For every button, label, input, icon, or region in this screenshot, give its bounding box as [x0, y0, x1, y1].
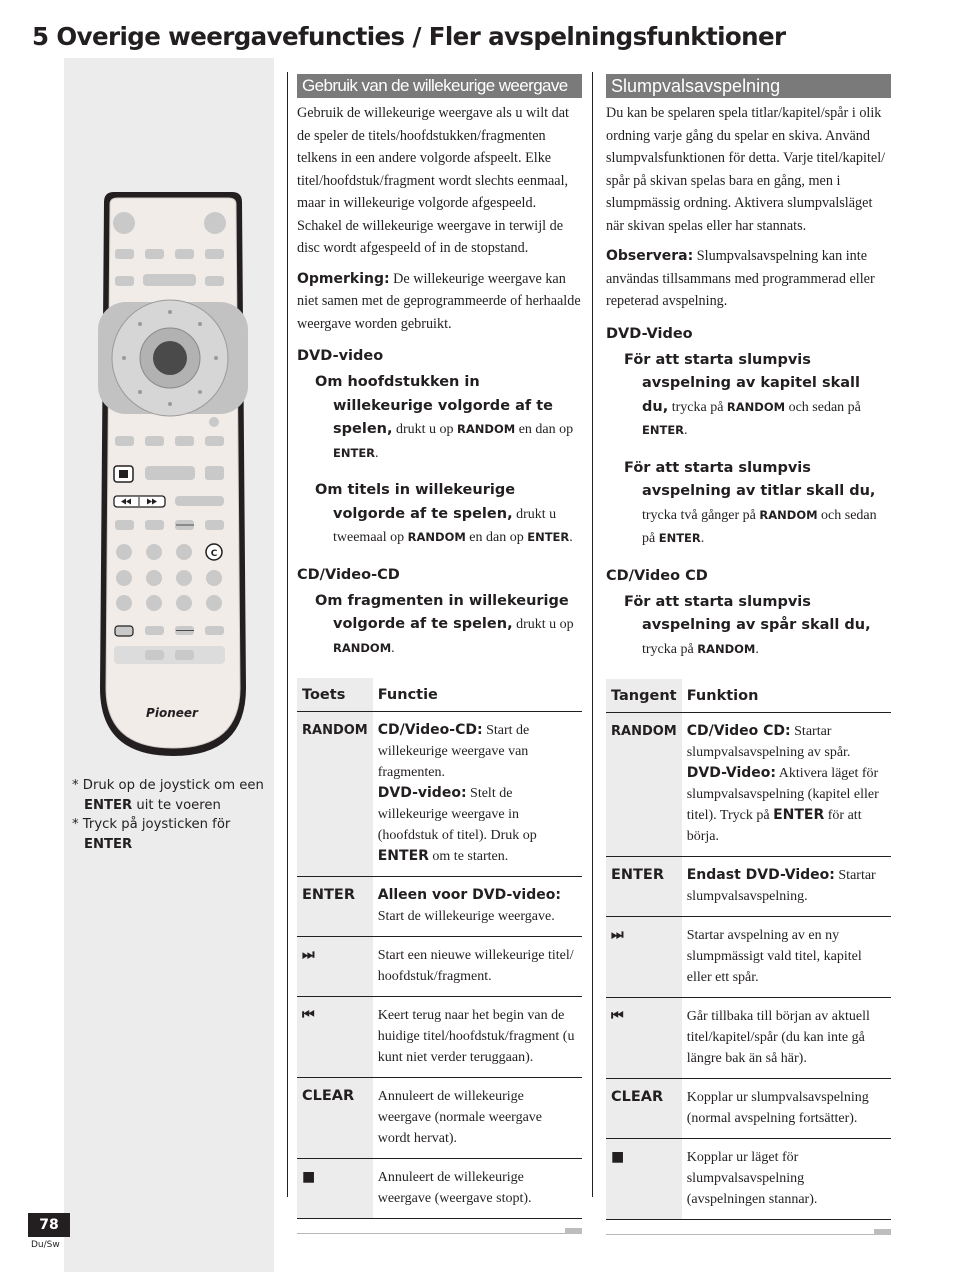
- note-paragraph: Opmerking: De willekeurige weergave kan niet samen met de geprogrammeerde of herhaalde weergave worden gebruikt.: [297, 270, 581, 332]
- page-title: 5 Overige weergavefuncties / Fler avspelningsfunktioner: [32, 22, 786, 51]
- dvd-subtitle: DVD-Video: [606, 325, 693, 342]
- table-row: CLEAR Kopplar ur slumpvalsavspelning (normal avspelning fortsätter).: [606, 1079, 891, 1139]
- table-row: ⏮ Går tillbaka till början av aktuell titel/kapitel/spår (du kan inte gå längre bak än så här).: [606, 998, 891, 1079]
- dutch-column: [297, 72, 582, 1234]
- clear-key-label: CLEAR: [297, 1078, 373, 1159]
- column-header-function: Funktion: [682, 679, 891, 713]
- table-end-marker: [297, 1219, 582, 1234]
- stop-icon: ■: [611, 1149, 625, 1165]
- table-row: ■ Annuleert de willekeurige weergave (weergave stopt).: [297, 1159, 582, 1219]
- previous-track-icon: ⏮: [611, 1008, 624, 1024]
- clear-key-label: CLEAR: [606, 1079, 682, 1139]
- cd-subtitle: CD/Video CD: [606, 567, 708, 584]
- intro-paragraph: Gebruik de willekeurige weergave als u wilt dat de speler de titels/hoofdstukken/fragmenten telkens in een andere volgorde afspeelt. Elke titel/hoofdstuk/fragment wordt slechts eenmaal, maar in willekeurige volgorde afgespeeld. Schakel de willekeurige weergave in terwijl de disc wordt afgespeeld of in de stopstand.: [297, 105, 569, 256]
- previous-track-icon: ⏮: [302, 1007, 315, 1023]
- section-heading-dutch: Gebruik van de willekeurige weergave: [297, 74, 582, 98]
- table-row: RANDOM CD/Video-CD: Start de willekeurige weergave van fragmenten. DVD-video: Stelt de willekeurige weergave in (hoofdstuk of titel). Druk op ENTER om te starten.: [297, 712, 582, 877]
- cd-subtitle: CD/Video-CD: [297, 566, 400, 583]
- table-header-row: [606, 679, 891, 713]
- page-number: 78: [28, 1213, 70, 1237]
- table-row: ⏮ Keert terug naar het begin van de huidige titel/hoofdstuk/fragment (u kunt niet verder teruggaan).: [297, 997, 582, 1078]
- table-header-row: [297, 678, 582, 712]
- note-dutch: * Druk op de joystick om een ENTER uit te voeren: [72, 778, 264, 813]
- sidebar-notes: [72, 776, 272, 854]
- column-divider-left: [287, 72, 288, 1197]
- random-key-label: RANDOM: [611, 724, 677, 739]
- instruction-tracks: Om fragmenten in willekeurige volgorde af te spelen, drukt u op RANDOM.: [315, 592, 574, 656]
- instruction-titles: För att starta slumpvis avspelning av titlar skall du, trycka två gånger på RANDOM och sedan på ENTER.: [624, 459, 877, 546]
- page-language-code: Du/Sw: [31, 1240, 60, 1250]
- key-function-table: [606, 679, 891, 1220]
- table-row: ENTER Endast DVD-Video: Startar slumpvalsavspelning.: [606, 857, 891, 917]
- swedish-column: [606, 72, 891, 1235]
- table-row: RANDOM CD/Video CD: Startar slumpvalsavspelning av spår. DVD-Video: Aktivera läget för slumpvalsavspelning (kapitel eller titel). Tryck på ENTER för att börja.: [606, 713, 891, 857]
- remote-control-illustration: [88, 188, 258, 760]
- enter-key-label: ENTER: [297, 877, 373, 937]
- column-header-key: Toets: [297, 678, 373, 712]
- section-heading-swedish: Slumpvalsavspelning: [606, 74, 891, 98]
- next-track-icon: ⏭: [302, 947, 315, 963]
- next-track-icon: ⏭: [611, 927, 624, 943]
- column-header-key: Tangent: [606, 679, 682, 713]
- table-row: ⏭ Startar avspelning av en ny slumpmässigt vald titel, kapitel eller ett spår.: [606, 917, 891, 998]
- instruction-chapters: För att starta slumpvis avspelning av kapitel skall du, trycka på RANDOM och sedan på ENTER.: [624, 351, 861, 438]
- table-row: ⏭ Start een nieuwe willekeurige titel/ hoofdstuk/fragment.: [297, 937, 582, 997]
- stop-icon: ■: [302, 1169, 316, 1185]
- dvd-subtitle: DVD-video: [297, 348, 384, 364]
- random-key-label: RANDOM: [302, 723, 368, 738]
- table-row: ENTER Alleen voor DVD-video: Start de willekeurige weergave.: [297, 877, 582, 937]
- intro-paragraph: Du kan be spelaren spela titlar/kapitel/spår i olik ordning varje gång du spelar en skiva. Använd slumpvalsfunktionen för detta. Varje titel/kapitel/ spår på skivan spelas bara en gång, men i slumpmässig ordning. Aktivera slumpvalsläget när skivan spelas eller har stannats.: [606, 105, 886, 234]
- note-swedish: * Tryck på joysticken för ENTER: [72, 817, 231, 852]
- pioneer-logo: Pioneer: [146, 706, 198, 720]
- table-row: CLEAR Annuleert de willekeurige weergave (normale weergave wordt hervat).: [297, 1078, 582, 1159]
- table-end-marker: [606, 1220, 891, 1235]
- column-divider-right: [592, 72, 593, 1197]
- column-header-function: Functie: [373, 678, 582, 712]
- instruction-chapters: Om hoofdstukken in willekeurige volgorde af te spelen, drukt u op RANDOM en dan op ENTER.: [315, 374, 574, 461]
- note-paragraph: Observera: Slumpvalsavspelning kan inte användas tillsammans med programmerad eller repeterad avspelning.: [606, 248, 875, 309]
- clear-key-letter: C: [210, 549, 218, 559]
- table-row: ■ Kopplar ur läget för slumpvalsavspelning (avspelningen stannar).: [606, 1139, 891, 1220]
- enter-key-label: ENTER: [606, 857, 682, 917]
- instruction-tracks: För att starta slumpvis avspelning av spår skall du, trycka på RANDOM.: [624, 593, 871, 657]
- instruction-titles: Om titels in willekeurige volgorde af te spelen, drukt u tweemaal op RANDOM en dan op ENTER.: [315, 482, 573, 545]
- key-function-table: [297, 678, 582, 1219]
